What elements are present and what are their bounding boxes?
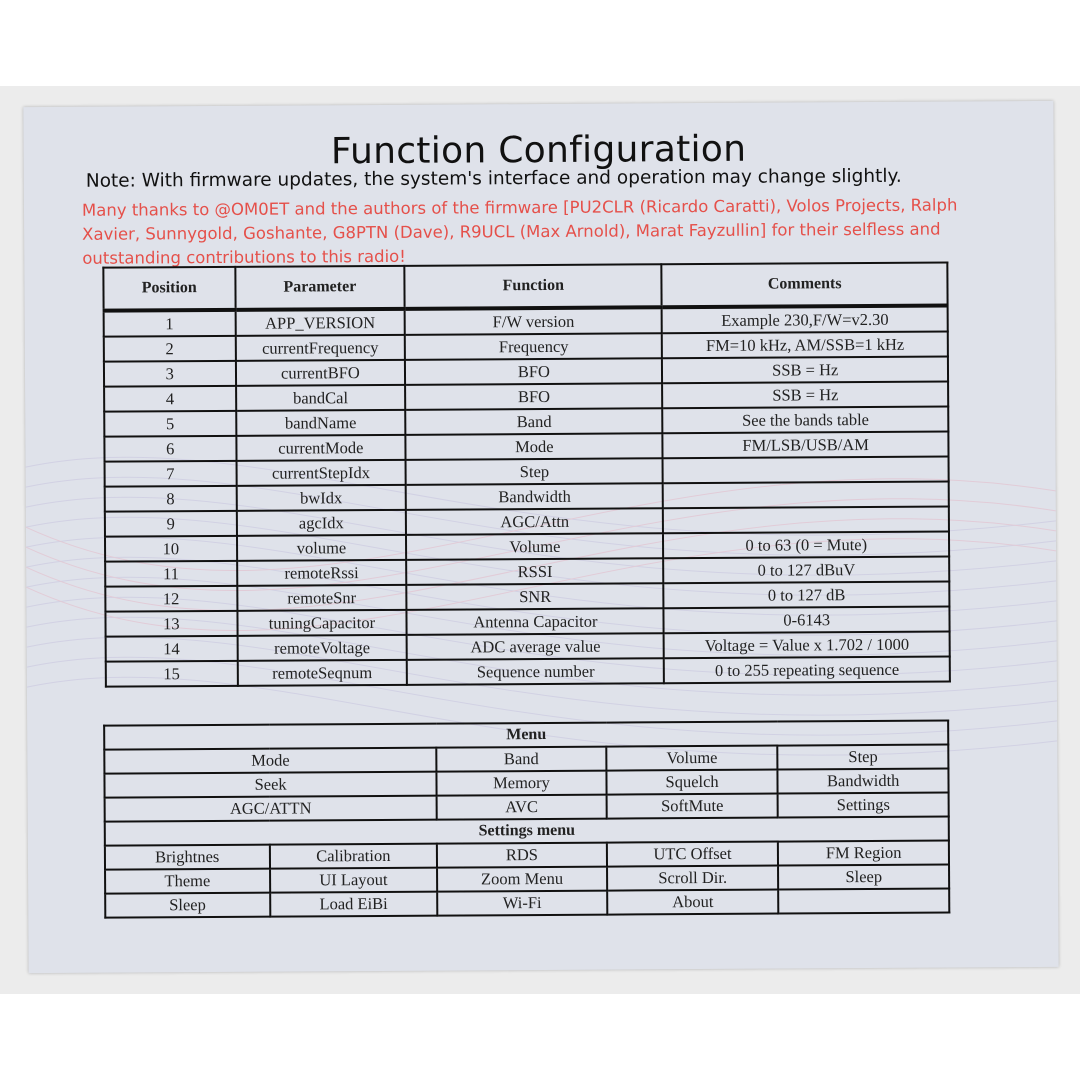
cell-function: RSSI xyxy=(406,558,663,585)
menu-title: Menu xyxy=(104,721,948,750)
header-function: Function xyxy=(405,264,662,309)
settings-item: UTC Offset xyxy=(607,842,779,867)
firmware-note: Note: With firmware updates, the system's interface and operation may change slightly. xyxy=(85,165,902,192)
cell-function: Sequence number xyxy=(407,658,664,685)
cell-comments: 0 to 127 dB xyxy=(664,582,950,609)
cell-function: F/W version xyxy=(405,307,662,335)
menu-item: Bandwidth xyxy=(778,769,949,794)
settings-item: Wi-Fi xyxy=(437,891,607,916)
cell-position: 5 xyxy=(104,411,236,437)
header-parameter: Parameter xyxy=(235,266,405,310)
table-header-row xyxy=(103,263,947,311)
cell-parameter: currentBFO xyxy=(235,360,405,386)
settings-item: Calibration xyxy=(269,844,437,869)
cell-position: 14 xyxy=(106,636,238,662)
menu-item: AVC xyxy=(437,795,607,820)
settings-item: Theme xyxy=(105,869,270,894)
cell-position: 4 xyxy=(104,386,236,412)
cell-parameter: volume xyxy=(237,535,407,561)
cell-parameter: remoteSeqnum xyxy=(237,660,407,686)
acknowledgements: Many thanks to @OM0ET and the authors of the firmware [PU2CLR (Ricardo Caratti), Volos Projects, Ralph Xavier, Sunnygold, Goshante, G8PTN (Dave), R9UCL (Max Arnold), Marat Fayzullin] for their selfless and outstanding contributions to this radio! xyxy=(81,195,958,268)
cell-parameter: APP_VERSION xyxy=(235,309,405,336)
instruction-card xyxy=(23,101,1058,973)
cell-function: Step xyxy=(406,458,663,485)
cell-position: 15 xyxy=(106,661,238,687)
cell-function: BFO xyxy=(405,358,662,385)
cell-function: BFO xyxy=(405,383,662,410)
menu-item: Memory xyxy=(437,771,607,796)
cell-position: 13 xyxy=(105,611,237,637)
cell-comments: FM=10 kHz, AM/SSB=1 kHz xyxy=(662,332,948,359)
settings-item: About xyxy=(607,890,779,915)
menu-item: Squelch xyxy=(606,770,778,795)
cell-position: 2 xyxy=(104,336,236,362)
parameter-table xyxy=(102,262,951,688)
cell-comments: 0 to 63 (0 = Mute) xyxy=(663,532,949,559)
cell-parameter: currentStepIdx xyxy=(236,460,406,486)
settings-item: UI Layout xyxy=(270,868,438,893)
table-row xyxy=(106,657,950,687)
cell-parameter: bandName xyxy=(236,410,406,436)
cell-comments xyxy=(663,457,949,484)
cell-position: 1 xyxy=(104,310,236,337)
cell-parameter: bandCal xyxy=(236,385,406,411)
menu-item: Settings xyxy=(778,793,949,818)
menu-item: Band xyxy=(436,747,606,772)
settings-item: Load EiBi xyxy=(270,892,438,917)
cell-position: 6 xyxy=(104,436,236,462)
cell-function: Frequency xyxy=(405,333,662,360)
cell-parameter: bwIdx xyxy=(236,485,406,511)
cell-comments: Voltage = Value x 1.702 / 1000 xyxy=(664,632,950,659)
cell-position: 12 xyxy=(105,586,237,612)
settings-item: Sleep xyxy=(778,865,949,890)
header-comments: Comments xyxy=(662,263,948,308)
cell-parameter: tuningCapacitor xyxy=(237,610,407,636)
menu-table xyxy=(103,720,950,919)
cell-parameter: remoteSnr xyxy=(237,585,407,611)
cell-function: Volume xyxy=(406,533,663,560)
settings-item: Scroll Dir. xyxy=(607,866,779,891)
cell-parameter: agcIdx xyxy=(236,510,406,536)
cell-comments xyxy=(663,507,949,534)
settings-row xyxy=(105,889,949,918)
cell-function: SNR xyxy=(407,583,664,610)
menu-item: Seek xyxy=(104,772,436,798)
settings-item: Brightnes xyxy=(105,845,270,870)
cell-parameter: currentFrequency xyxy=(235,335,405,361)
cell-function: Band xyxy=(405,408,662,435)
cell-comments: See the bands table xyxy=(663,407,949,434)
settings-item: Zoom Menu xyxy=(437,867,607,892)
menu-item: AGC/ATTN xyxy=(105,796,437,822)
cell-comments xyxy=(663,482,949,509)
settings-item: RDS xyxy=(437,843,607,868)
cell-comments: SSB = Hz xyxy=(662,357,948,384)
cell-comments: 0-6143 xyxy=(664,607,950,634)
cell-position: 10 xyxy=(105,536,237,562)
cell-function: Antenna Capacitor xyxy=(407,608,664,635)
page-title: Function Configuration xyxy=(330,128,747,173)
cell-comments: 0 to 127 dBuV xyxy=(664,557,950,584)
header-position: Position xyxy=(103,267,235,311)
cell-position: 3 xyxy=(104,361,236,387)
settings-item: Sleep xyxy=(105,893,270,918)
menu-item: SoftMute xyxy=(606,794,778,819)
cell-function: ADC average value xyxy=(407,633,664,660)
cell-parameter: remoteRssi xyxy=(237,560,407,586)
cell-position: 7 xyxy=(105,461,237,487)
menu-item: Step xyxy=(778,745,949,770)
settings-item: FM Region xyxy=(778,841,949,866)
cell-comments: Example 230,F/W=v2.30 xyxy=(662,306,948,334)
cell-position: 9 xyxy=(105,511,237,537)
cell-position: 8 xyxy=(105,486,237,512)
menu-item: Volume xyxy=(606,746,778,771)
menu-item: Mode xyxy=(104,748,436,774)
settings-item xyxy=(779,889,950,914)
cell-function: Bandwidth xyxy=(406,483,663,510)
cell-parameter: currentMode xyxy=(236,435,406,461)
cell-position: 11 xyxy=(105,561,237,587)
cell-comments: SSB = Hz xyxy=(663,382,949,409)
cell-parameter: remoteVoltage xyxy=(237,635,407,661)
cell-function: Mode xyxy=(406,433,663,460)
settings-menu-title: Settings menu xyxy=(105,817,949,846)
cell-comments: 0 to 255 repeating sequence xyxy=(664,657,950,684)
cell-function: AGC/Attn xyxy=(406,508,663,535)
cell-comments: FM/LSB/USB/AM xyxy=(663,432,949,459)
